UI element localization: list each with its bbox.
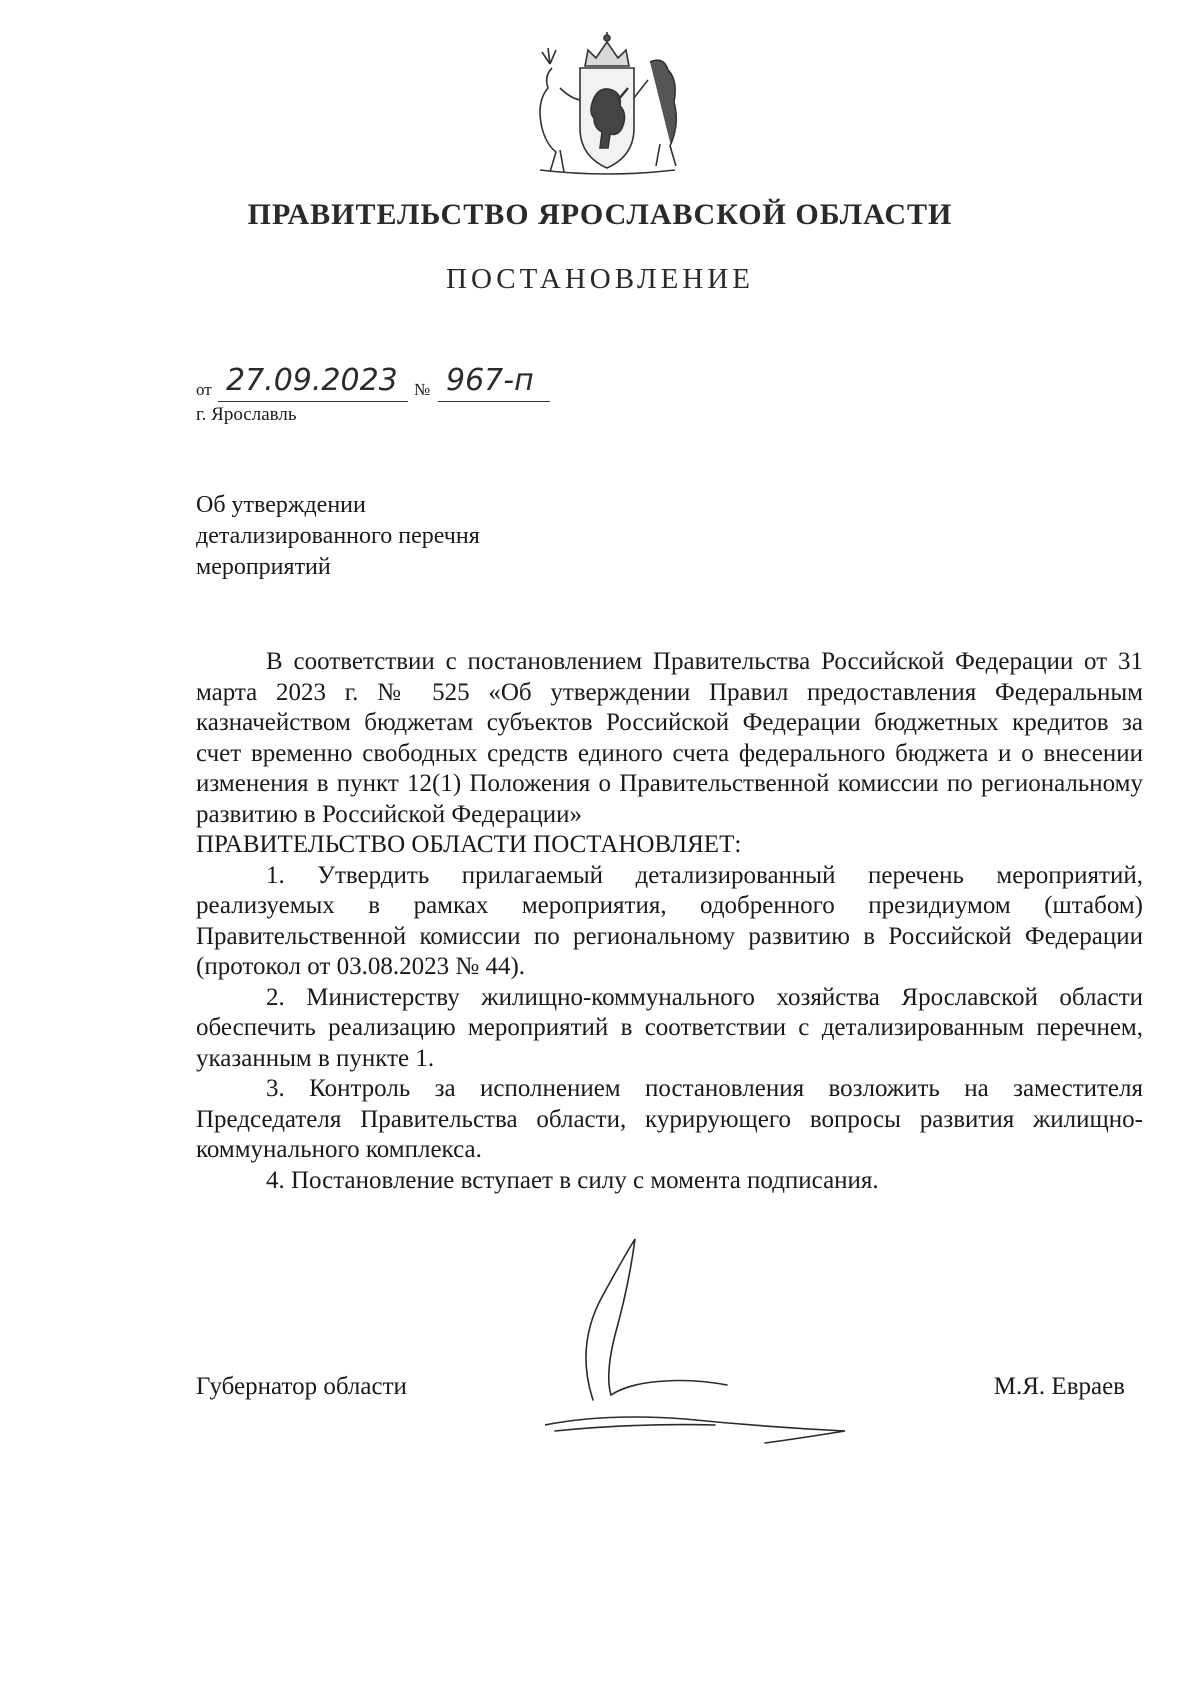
subject-title [196,490,480,583]
signatory-position: Губернатор области [196,1373,407,1400]
date-underline [218,401,408,402]
subject-line: детализированного перечня [196,523,480,549]
document-body [196,647,1143,1196]
number-underline [438,401,550,402]
date-prefix: от [196,380,212,399]
clause-2: 2. Министерству жилищно-коммунального хозяйства Ярославской области обеспечить реализацию мероприятий в соответствии с детализированным перечнем, указанным в пункте 1. [196,983,1143,1072]
organization-title: ПРАВИТЕЛЬСТВО ЯРОСЛАВСКОЙ ОБЛАСТИ [247,198,953,231]
signatory-name: М.Я. Евраев [993,1373,1125,1400]
city: г. Ярославль [196,404,297,425]
coat-of-arms-icon [530,28,685,178]
preamble-paragraph: В соответствии с постановлением Правительства Российской Федерации от 31 марта 2023 г. № 525 «Об утверждении Правил предоставления Федеральным казначейством бюджетам субъектов Российской Федерации бюджетных кредитов за счет временно свободных средств единого счета федерального бюджета и о внесении изменения в пункт 12(1) Положения о Правительственной комиссии по региональному развитию в Российской Федерации» [196,648,1143,828]
handwritten-signature [545,1225,925,1455]
document-type: ПОСТАНОВЛЕНИЕ [446,263,754,295]
decree-line: ПРАВИТЕЛЬСТВО ОБЛАСТИ ПОСТАНОВЛЯЕТ: [196,831,742,858]
subject-line: Об утверждении [196,492,366,518]
clause-1: 1. Утвердить прилагаемый детализированный перечень мероприятий, реализуемых в рамках мероприятия, одобренного президиумом (штабом) Правительственной комиссии по региональному развитию в Российской Федерации (протокол от 03.08.2023 № 44). [196,861,1143,980]
subject-line: мероприятий [196,554,331,580]
document-date: 27.09.2023 [226,363,398,398]
clause-3: 3. Контроль за исполнением постановления возложить на заместителя Председателя Правительства области, курирующего вопросы развития жилищно-коммунального комплекса. [196,1075,1143,1163]
clause-4: 4. Постановление вступает в силу с момента подписания. [266,1166,879,1194]
number-prefix: № [414,380,431,399]
date-number-row [196,358,696,402]
document-number: 967-п [446,363,534,398]
